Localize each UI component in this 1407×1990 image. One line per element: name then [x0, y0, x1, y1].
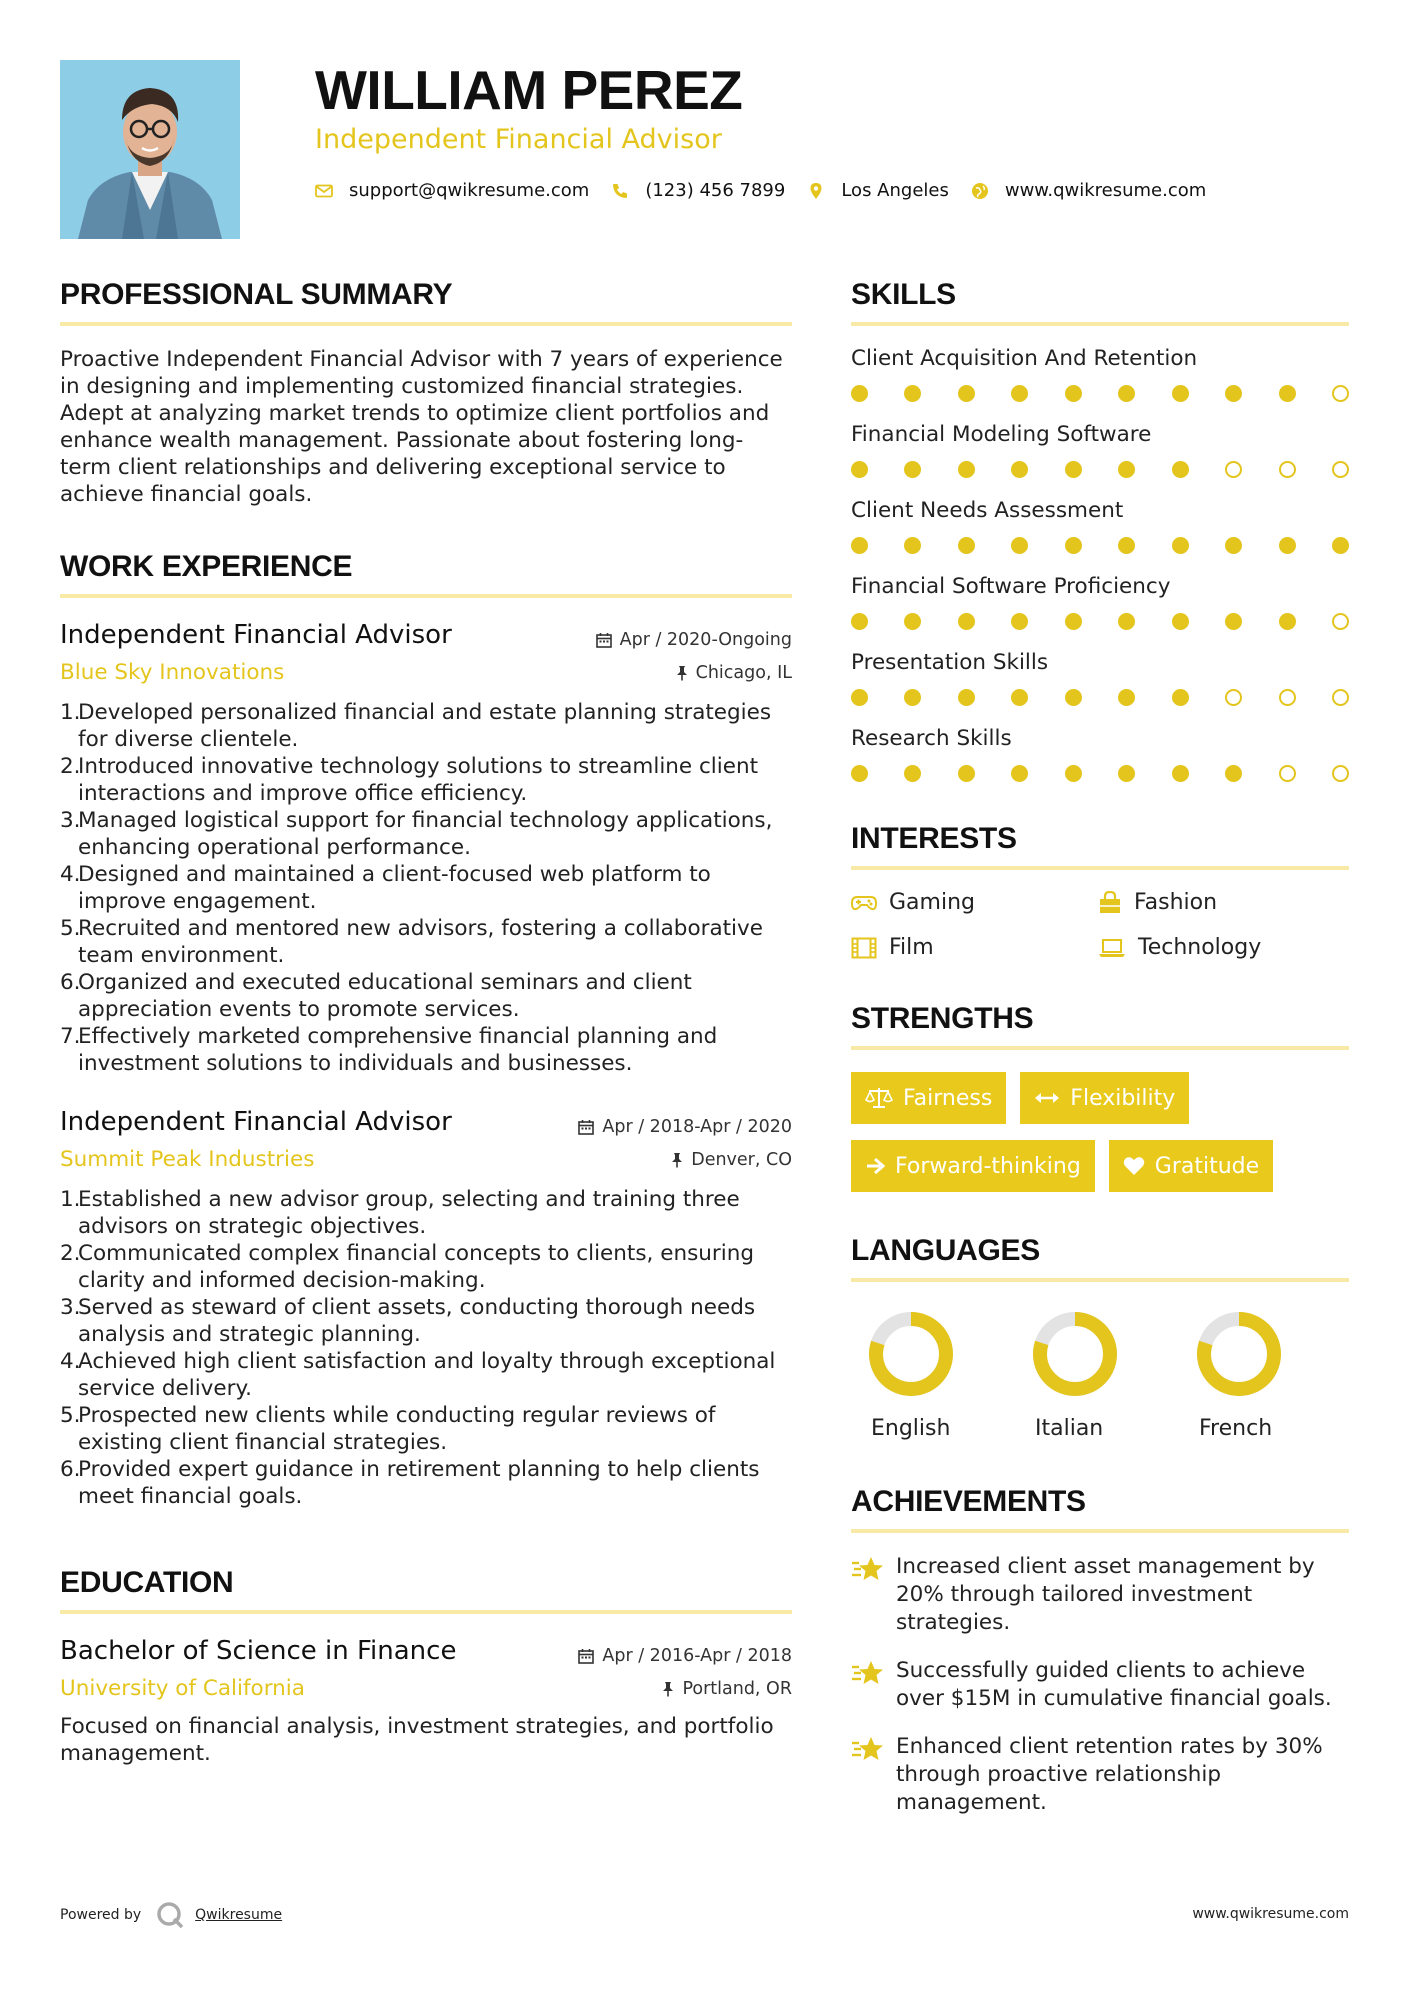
strengths-section	[851, 1002, 1349, 1192]
rating-dot-filled	[1011, 537, 1028, 554]
skill-item	[851, 498, 1349, 554]
interests-list	[851, 890, 1349, 960]
skill-rating	[851, 461, 1349, 478]
pushpin-icon	[676, 665, 688, 681]
rating-dot-empty	[1332, 613, 1349, 630]
shopping-bag-icon	[1098, 891, 1122, 915]
rating-dot-empty	[1332, 461, 1349, 478]
footer-website[interactable]: www.qwikresume.com	[1192, 1906, 1349, 1922]
job-date-text: Apr / 2020-Ongoing	[619, 630, 792, 650]
rating-dot-filled	[1279, 385, 1296, 402]
language-item	[857, 1312, 1021, 1441]
language-item	[1185, 1312, 1349, 1441]
rating-dot-empty	[1279, 765, 1296, 782]
interest-item	[851, 935, 1098, 960]
interest-label: Film	[889, 935, 934, 960]
languages-list	[851, 1312, 1349, 1441]
job-title: Independent Financial Advisor	[60, 620, 452, 650]
interests-section	[851, 822, 1349, 960]
achievement-item	[851, 1733, 1349, 1817]
company-name: Summit Peak Industries	[60, 1147, 315, 1172]
job-location	[676, 663, 792, 683]
arrows-h-icon	[1034, 1091, 1060, 1105]
strength-label: Gratitude	[1154, 1153, 1260, 1179]
skill-rating	[851, 765, 1349, 782]
contact-email[interactable]	[315, 180, 589, 201]
job-bullets	[60, 699, 792, 1077]
calendar-icon	[596, 632, 612, 648]
rating-dot-empty	[1279, 461, 1296, 478]
summary-text: Proactive Independent Financial Advisor with 7 years of experience in designing and implementing customized financial strategies. Adept at analyzing market trends to optimize client portfolios and enhance wealth management. Passionate about fostering long-term client relationships and delivering exceptional service to achieve financial goals.	[60, 347, 783, 507]
rating-dot-empty	[1332, 765, 1349, 782]
interest-label: Gaming	[889, 890, 975, 915]
rating-dot-filled	[904, 613, 921, 630]
education-entry	[60, 1636, 792, 1767]
rating-dot-filled	[1225, 765, 1242, 782]
school-name: University of California	[60, 1676, 305, 1701]
contact-phone[interactable]	[611, 180, 785, 201]
list-item: 2.Communicated complex financial concepts to clients, ensuring clarity and informed decision-making.	[60, 1241, 754, 1293]
interests-heading: INTERESTS	[851, 822, 1349, 870]
skill-name: Financial Software Proficiency	[851, 574, 1171, 599]
list-item: 2.Introduced innovative technology solutions to streamline client interactions and improve office efficiency.	[60, 754, 759, 806]
envelope-icon	[315, 182, 333, 200]
person-avatar	[60, 60, 240, 239]
phone-text: (123) 456 7899	[645, 180, 786, 201]
rating-dot-filled	[1172, 689, 1189, 706]
candidate-title: Independent Financial Advisor	[315, 124, 722, 155]
qwikresume-logo-icon	[155, 1900, 185, 1930]
job-date	[578, 1117, 792, 1137]
experience-section	[60, 550, 792, 1510]
strength-label: Forward-thinking	[895, 1153, 1081, 1179]
interest-label: Technology	[1138, 935, 1262, 960]
website-text: www.qwikresume.com	[1004, 180, 1207, 201]
powered-by-text: Powered by	[60, 1907, 142, 1923]
list-item: 1.Developed personalized financial and estate planning strategies for diverse clientele.	[60, 700, 772, 752]
contact-bar	[315, 180, 1228, 201]
rating-dot-filled	[1065, 385, 1082, 402]
job-location-text: Chicago, IL	[695, 662, 792, 683]
rating-dot-filled	[958, 613, 975, 630]
left-column	[60, 278, 792, 1767]
achievement-item	[851, 1553, 1349, 1637]
job-entry	[60, 1107, 792, 1510]
rating-dot-filled	[958, 461, 975, 478]
rating-dot-filled	[1172, 765, 1189, 782]
skill-item	[851, 726, 1349, 782]
list-item: 6.Provided expert guidance in retirement planning to help clients meet financial goals.	[60, 1457, 760, 1509]
rating-dot-filled	[958, 689, 975, 706]
rating-dot-filled	[1118, 613, 1135, 630]
rating-dot-filled	[1011, 385, 1028, 402]
education-heading: EDUCATION	[60, 1566, 792, 1614]
rating-dot-filled	[1011, 461, 1028, 478]
calendar-icon	[578, 1119, 594, 1135]
skill-item	[851, 650, 1349, 706]
phone-icon	[611, 182, 629, 200]
rating-dot-filled	[958, 385, 975, 402]
email-text: support@qwikresume.com	[349, 180, 590, 201]
job-bullets	[60, 1186, 792, 1510]
summary-heading: PROFESSIONAL SUMMARY	[60, 278, 792, 326]
job-date-text: Apr / 2018-Apr / 2020	[602, 1117, 792, 1137]
rating-dot-filled	[851, 613, 868, 630]
rating-dot-filled	[1011, 613, 1028, 630]
job-title: Independent Financial Advisor	[60, 1107, 452, 1137]
job-location	[671, 1150, 792, 1170]
strength-tag	[851, 1140, 1095, 1192]
list-item: 4.Achieved high client satisfaction and loyalty through exceptional service delivery.	[60, 1349, 776, 1401]
strength-tag	[851, 1072, 1006, 1124]
rating-dot-filled	[1172, 613, 1189, 630]
rating-dot-filled	[958, 537, 975, 554]
skill-name: Client Acquisition And Retention	[851, 346, 1198, 371]
skills-heading: SKILLS	[851, 278, 1349, 326]
achievements-heading: ACHIEVEMENTS	[851, 1485, 1349, 1533]
skill-rating	[851, 689, 1349, 706]
list-item: 5.Recruited and mentored new advisors, fostering a collaborative team environment.	[60, 916, 763, 968]
education-section	[60, 1566, 792, 1767]
rating-dot-empty	[1225, 461, 1242, 478]
strength-tag	[1020, 1072, 1189, 1124]
education-text: Focused on financial analysis, investment strategies, and portfolio management.	[60, 1714, 774, 1766]
star-icon	[851, 1659, 885, 1687]
job-entry	[60, 620, 792, 1077]
summary-section	[60, 278, 792, 508]
laptop-icon	[1098, 938, 1126, 958]
language-proficiency-donut	[1033, 1312, 1117, 1396]
skills-section	[851, 278, 1349, 782]
candidate-name: WILLIAM PEREZ	[315, 59, 743, 121]
achievement-item	[851, 1657, 1349, 1713]
rating-dot-filled	[1011, 689, 1028, 706]
rating-dot-filled	[1332, 537, 1349, 554]
location-text: Los Angeles	[841, 180, 949, 201]
contact-location	[807, 180, 949, 201]
list-item: 3.Managed logistical support for financial technology applications, enhancing operational performance.	[60, 808, 773, 860]
company-name: Blue Sky Innovations	[60, 660, 285, 685]
strengths-heading: STRENGTHS	[851, 1002, 1349, 1050]
rating-dot-filled	[1118, 385, 1135, 402]
rating-dot-filled	[851, 385, 868, 402]
skill-item	[851, 346, 1349, 402]
star-icon	[851, 1555, 885, 1583]
skills-list	[851, 346, 1349, 782]
skill-item	[851, 574, 1349, 630]
language-proficiency-donut	[1197, 1312, 1281, 1396]
rating-dot-filled	[851, 765, 868, 782]
skill-name: Research Skills	[851, 726, 1012, 751]
achievement-text: Increased client asset management by 20% through tailored investment strategies.	[896, 1554, 1315, 1635]
footer-powered-by	[60, 1900, 282, 1930]
rating-dot-filled	[904, 537, 921, 554]
skill-rating	[851, 537, 1349, 554]
calendar-icon	[578, 1648, 594, 1664]
strength-label: Fairness	[903, 1085, 993, 1111]
rating-dot-filled	[904, 385, 921, 402]
rating-dot-empty	[1332, 689, 1349, 706]
skill-item	[851, 422, 1349, 478]
rating-dot-filled	[1172, 537, 1189, 554]
rating-dot-empty	[1279, 689, 1296, 706]
rating-dot-filled	[904, 689, 921, 706]
rating-dot-filled	[1065, 689, 1082, 706]
rating-dot-filled	[1118, 537, 1135, 554]
rating-dot-filled	[904, 765, 921, 782]
strength-tag	[1109, 1140, 1273, 1192]
languages-section	[851, 1234, 1349, 1441]
profile-photo	[60, 60, 240, 239]
language-name: French	[1199, 1416, 1273, 1441]
languages-heading: LANGUAGES	[851, 1234, 1349, 1282]
rating-dot-filled	[1065, 765, 1082, 782]
job-location-text: Denver, CO	[691, 1149, 792, 1170]
skill-name: Presentation Skills	[851, 650, 1049, 675]
rating-dot-filled	[1172, 385, 1189, 402]
rating-dot-filled	[1065, 613, 1082, 630]
rating-dot-filled	[1225, 537, 1242, 554]
strength-label: Flexibility	[1070, 1085, 1176, 1111]
rating-dot-filled	[1279, 613, 1296, 630]
interest-item	[1098, 890, 1345, 915]
rating-dot-filled	[1118, 765, 1135, 782]
rating-dot-empty	[1225, 689, 1242, 706]
balance-scale-icon	[865, 1086, 893, 1110]
skill-name: Client Needs Assessment	[851, 498, 1124, 523]
rating-dot-filled	[1172, 461, 1189, 478]
education-date-text: Apr / 2016-Apr / 2018	[602, 1646, 792, 1666]
rating-dot-filled	[1279, 537, 1296, 554]
rating-dot-filled	[1118, 461, 1135, 478]
rating-dot-filled	[1011, 765, 1028, 782]
list-item: 5.Prospected new clients while conducting regular reviews of existing client financial strategies.	[60, 1403, 716, 1455]
pushpin-icon	[671, 1152, 683, 1168]
star-icon	[851, 1735, 885, 1763]
film-icon	[851, 937, 877, 959]
arrow-right-icon	[865, 1156, 885, 1176]
rating-dot-filled	[851, 537, 868, 554]
language-name: English	[871, 1416, 951, 1441]
strengths-list	[851, 1072, 1349, 1192]
language-name: Italian	[1035, 1416, 1104, 1441]
experience-heading: WORK EXPERIENCE	[60, 550, 792, 598]
interest-item	[851, 890, 1098, 915]
achievement-text: Enhanced client retention rates by 30% through proactive relationship management.	[896, 1734, 1323, 1815]
list-item: 3.Served as steward of client assets, conducting thorough needs analysis and strategic planning.	[60, 1295, 756, 1347]
skill-name: Financial Modeling Software	[851, 422, 1152, 447]
rating-dot-filled	[851, 689, 868, 706]
list-item: 4.Designed and maintained a client-focused web platform to improve engagement.	[60, 862, 711, 914]
skill-rating	[851, 385, 1349, 402]
language-proficiency-donut	[869, 1312, 953, 1396]
education-location	[662, 1679, 792, 1699]
job-date	[596, 630, 792, 650]
rating-dot-filled	[1065, 461, 1082, 478]
globe-icon	[971, 182, 989, 200]
education-date	[578, 1646, 792, 1666]
achievement-text: Successfully guided clients to achieve over $15M in cumulative financial goals.	[896, 1658, 1332, 1711]
education-location-text: Portland, OR	[682, 1678, 792, 1699]
rating-dot-filled	[1225, 385, 1242, 402]
achievements-section	[851, 1485, 1349, 1817]
heart-icon	[1123, 1156, 1145, 1176]
language-item	[1021, 1312, 1185, 1441]
brand-link[interactable]: Qwikresume	[195, 1907, 283, 1923]
rating-dot-filled	[851, 461, 868, 478]
map-marker-icon	[807, 182, 825, 200]
interest-item	[1098, 935, 1345, 960]
rating-dot-filled	[1225, 613, 1242, 630]
skill-rating	[851, 613, 1349, 630]
right-column	[851, 278, 1349, 1817]
gamepad-icon	[851, 893, 877, 913]
list-item: 6.Organized and executed educational seminars and client appreciation events to promote services.	[60, 970, 692, 1022]
pushpin-icon	[662, 1681, 674, 1697]
list-item: 7.Effectively marketed comprehensive financial planning and investment solutions to individuals and businesses.	[60, 1024, 718, 1076]
list-item: 1.Established a new advisor group, selecting and training three advisors on strategic objectives.	[60, 1187, 740, 1239]
interest-label: Fashion	[1134, 890, 1218, 915]
contact-website[interactable]	[971, 180, 1206, 201]
rating-dot-filled	[904, 461, 921, 478]
rating-dot-filled	[1118, 689, 1135, 706]
degree-title: Bachelor of Science in Finance	[60, 1636, 457, 1666]
rating-dot-empty	[1332, 385, 1349, 402]
rating-dot-filled	[1065, 537, 1082, 554]
rating-dot-filled	[958, 765, 975, 782]
